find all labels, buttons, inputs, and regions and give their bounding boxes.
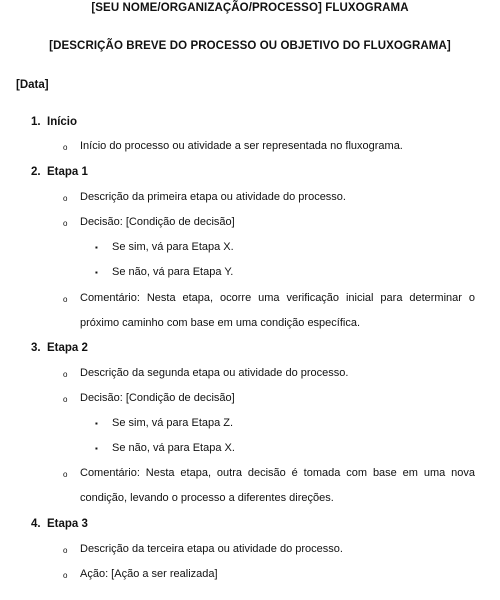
document-title: [SEU NOME/ORGANIZAÇÃO/PROCESSO] FLUXOGRAMA [91, 2, 409, 14]
step-title: Etapa 3 [47, 518, 88, 530]
document-date: [Data] [16, 79, 49, 91]
circle-bullet-icon: o [63, 194, 68, 203]
list-item-text: Descrição da segunda etapa ou atividade do processo. [80, 367, 349, 379]
circle-bullet-icon: o [63, 370, 68, 379]
list-item-text: Início do processo ou atividade a ser representada no fluxograma. [80, 140, 403, 152]
step-heading [31, 116, 77, 128]
step-heading [31, 166, 88, 178]
list-item-text: Comentário: Nesta etapa, outra decisão é tomada com base em uma nova [80, 467, 475, 479]
circle-bullet-icon: o [63, 571, 68, 580]
square-bullet-icon: ▪ [95, 243, 98, 252]
sub-list-item-text: Se não, vá para Etapa X. [112, 442, 235, 454]
list-item-text: Descrição da terceira etapa ou atividade do processo. [80, 543, 343, 555]
document-subtitle: [DESCRIÇÃO BREVE DO PROCESSO OU OBJETIVO DO FLUXOGRAMA] [49, 40, 451, 52]
circle-bullet-icon: o [63, 546, 68, 555]
step-title: Etapa 1 [47, 166, 88, 178]
step-number: 1. [31, 116, 41, 128]
circle-bullet-icon: o [63, 295, 68, 304]
sub-list-item-text: Se sim, vá para Etapa X. [112, 241, 234, 253]
square-bullet-icon: ▪ [95, 444, 98, 453]
step-title: Etapa 2 [47, 342, 88, 354]
step-number: 2. [31, 166, 41, 178]
sub-list-item-text: Se não, vá para Etapa Y. [112, 266, 234, 278]
list-item-text: Descrição da primeira etapa ou atividade do processo. [80, 191, 346, 203]
step-heading [31, 342, 88, 354]
step-number: 3. [31, 342, 41, 354]
list-item-text: próximo caminho com base em uma condição específica. [80, 317, 361, 329]
sub-list-item-text: Se sim, vá para Etapa Z. [112, 417, 234, 429]
step-title: Início [47, 116, 78, 128]
list-item-text: condição, levando o processo a diferentes direções. [80, 492, 334, 504]
step-heading [31, 518, 88, 530]
circle-bullet-icon: o [63, 219, 68, 228]
step-number: 4. [31, 518, 41, 530]
square-bullet-icon: ▪ [95, 419, 98, 428]
circle-bullet-icon: o [63, 143, 68, 152]
list-item-text: Comentário: Nesta etapa, ocorre uma verificação inicial para determinar o [80, 292, 475, 304]
circle-bullet-icon: o [63, 395, 68, 404]
list-item-text: Decisão: [Condição de decisão] [80, 392, 235, 404]
list-item-text: Ação: [Ação a ser realizada] [80, 568, 218, 580]
circle-bullet-icon: o [63, 470, 68, 479]
list-item-text: Decisão: [Condição de decisão] [80, 216, 235, 228]
square-bullet-icon: ▪ [95, 268, 98, 277]
